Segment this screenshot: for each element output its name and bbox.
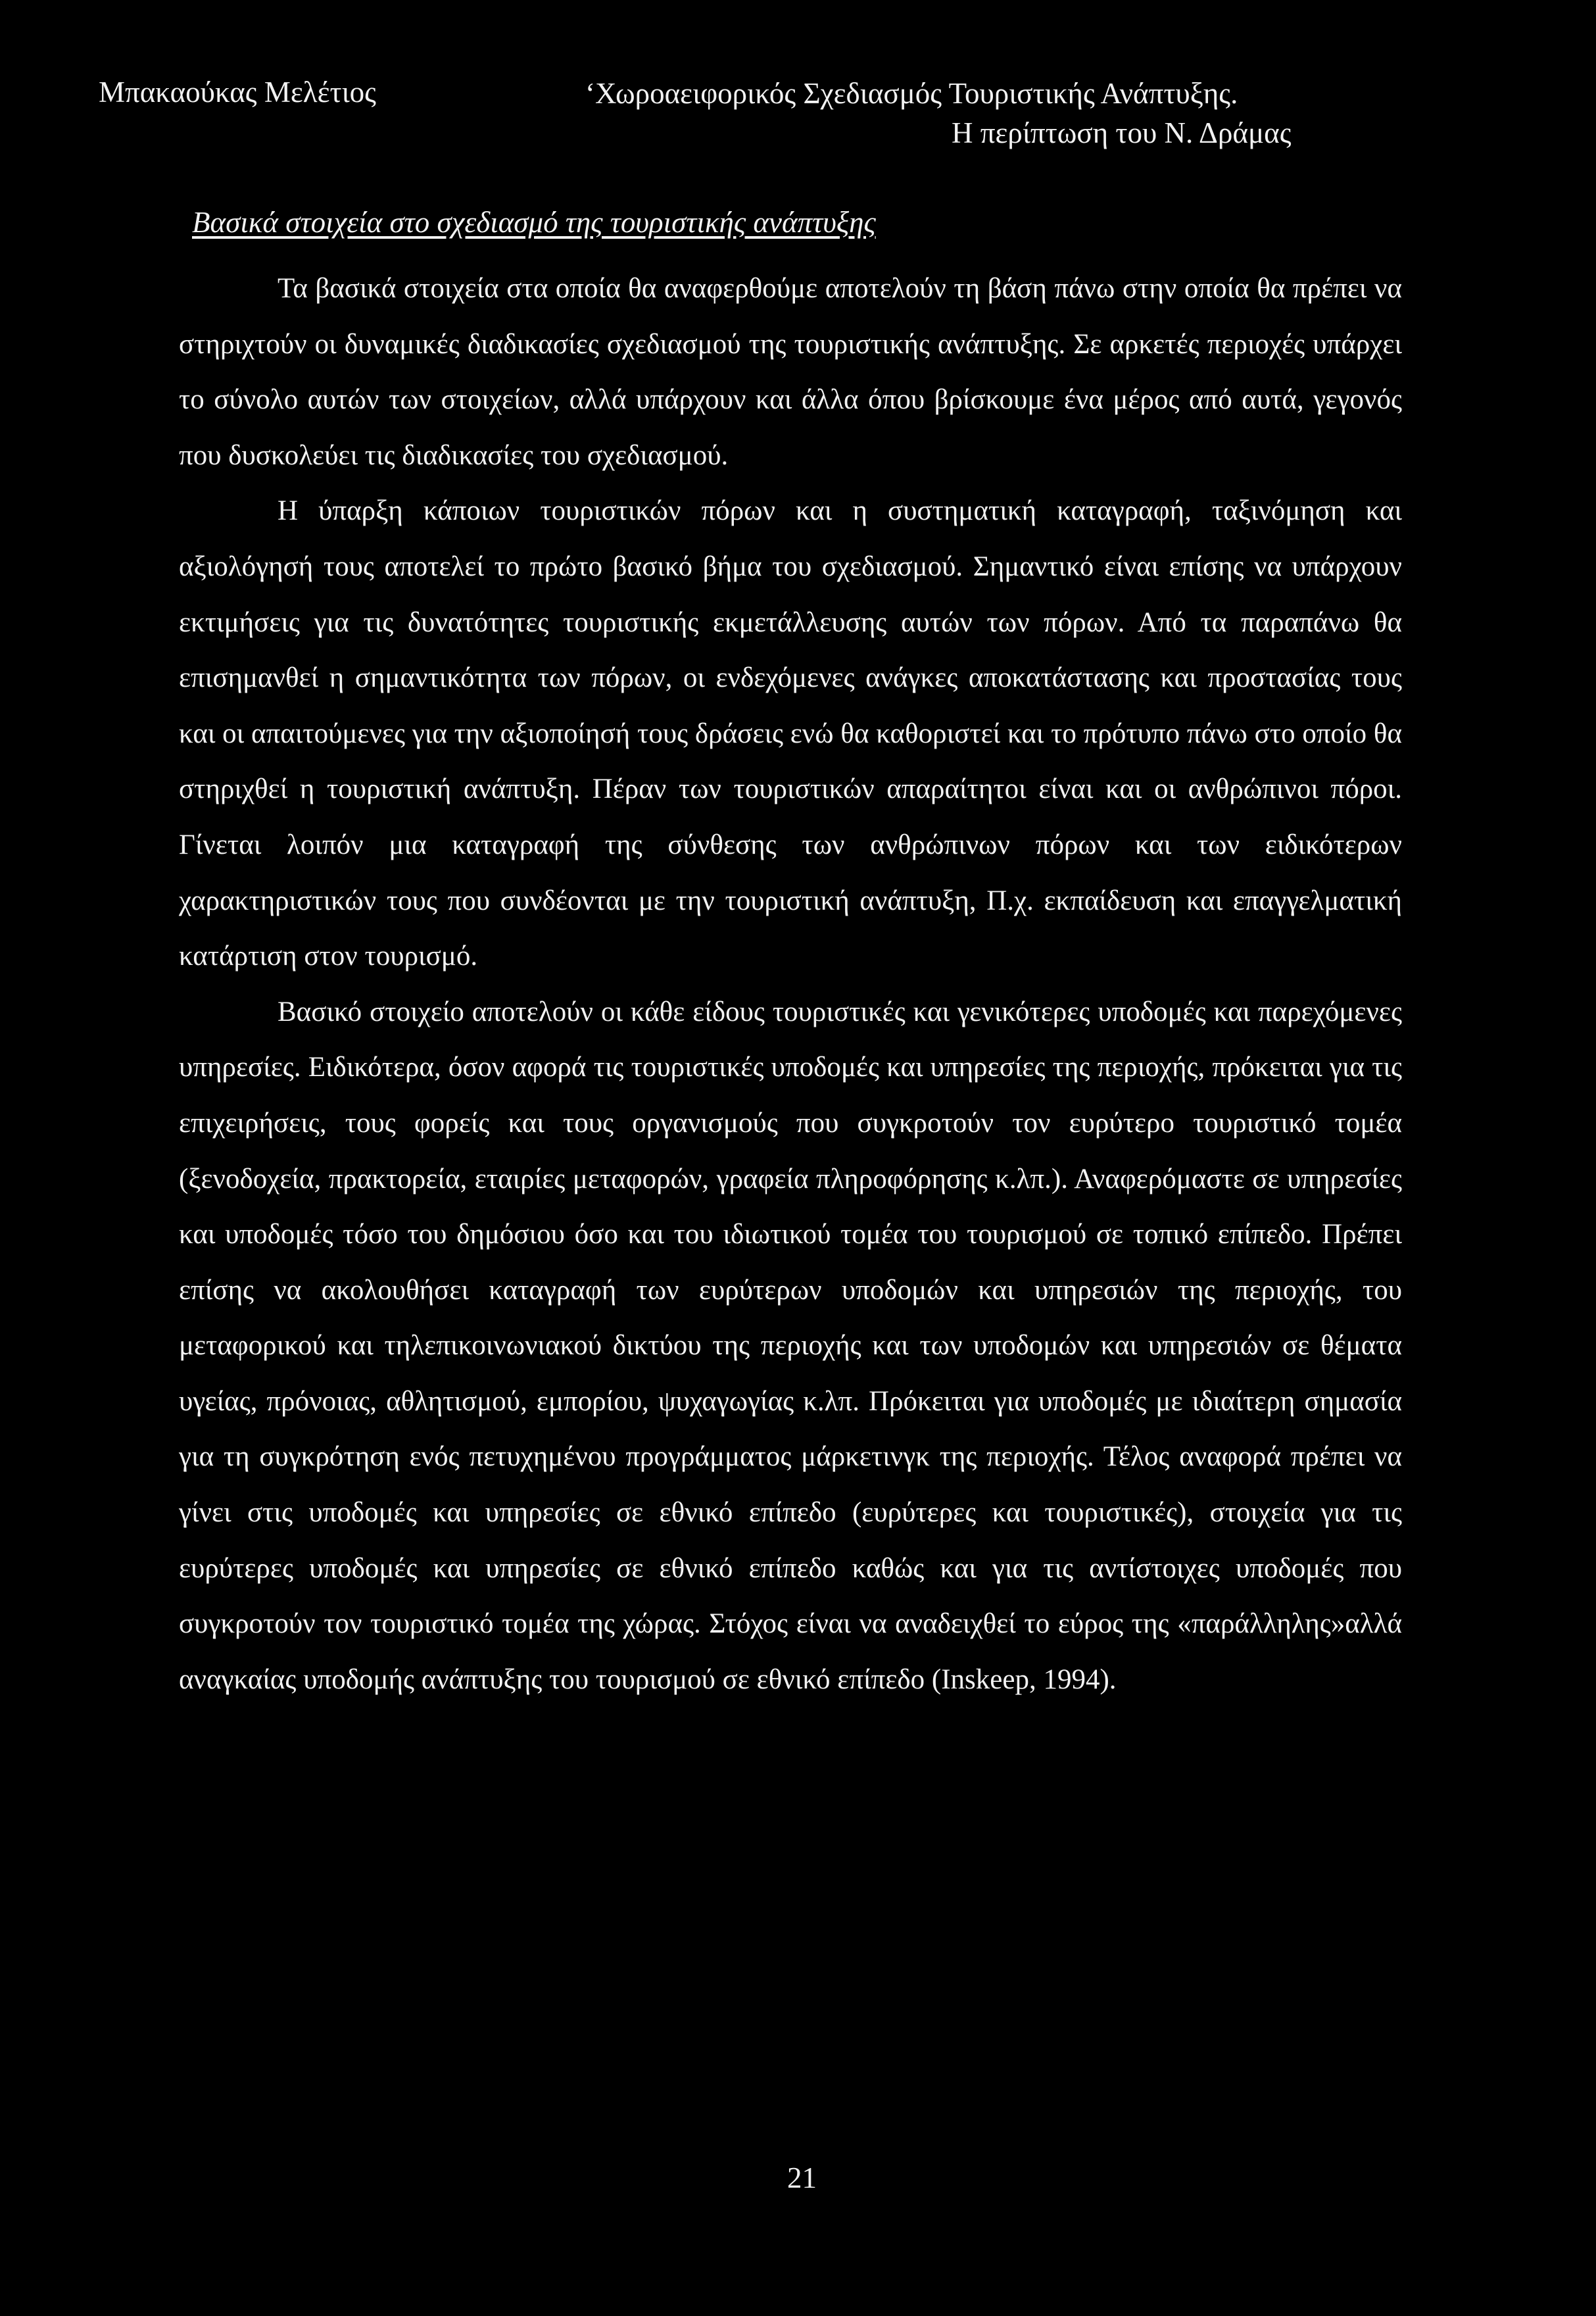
paragraph-3: Βασικό στοιχείο αποτελούν οι κάθε είδους τουριστικές και γενικότερες υποδομές και παρεχόμενες υπηρεσίες. Ειδικότερα, όσον αφορά τις τουριστικές υποδομές και υπηρεσίες της περιοχής, πρόκειται για τις επιχειρήσεις, τους φορείς και τους οργανισμούς που συγκροτούν τον ευρύτερο τουριστικό τομέα (ξενοδοχεία, πρακτορεία, εταιρίες μεταφορών, γραφεία πληροφόρησης κ.λπ.). Αναφερόμαστε σε υπηρεσίες και υποδομές τόσο του δημόσιου όσο και του ιδιωτικού τομέα του τουρισμού σε τοπικό επίπεδο. Πρέπει επίσης να ακολουθήσει καταγραφή των ευρύτερων υποδομών και υπηρεσιών της περιοχής, του μεταφορικού και τηλεπικοινωνιακού δικτύου της περιοχής και των υποδομών και υπηρεσιών σε θέματα υγείας, πρόνοιας, αθλητισμού, εμπορίου, ψυχαγωγίας κ.λπ. Πρόκειται για υποδομές με ιδιαίτερη σημασία για τη συγκρότηση ενός πετυχημένου προγράμματος μάρκετινγκ της περιοχής. Τέλος αναφορά πρέπει να γίνει στις υποδομές και υπηρεσίες σε εθνικό επίπεδο (ευρύτερες και τουριστικές), στοιχεία για τις ευρύτερες υποδομές και υπηρεσίες σε εθνικό επίπεδο καθώς και για τις αντίστοιχες υποδομές που συγκροτούν τον τουριστικό τομέα της χώρας. Στόχος είναι να αναδειχθεί το εύρος της «παράλληλης»αλλά αναγκαίας υποδομής ανάπτυξης του τουρισμού σε εθνικό επίπεδο (Inskeep, 1994).: [179, 996, 1402, 1695]
page-number: 21: [787, 2161, 817, 2194]
paragraph-1: Τα βασικά στοιχεία στα οποία θα αναφερθούμε αποτελούν τη βάση πάνω στην οποία θα πρέπει να στηριχτούν οι δυναμικές διαδικασίες σχεδιασμού της τουριστικής ανάπτυξης. Σε αρκετές περιοχές υπάρχει το σύνολο αυτών των στοιχείων, αλλά υπάρχουν και άλλα όπου βρίσκουμε ένα μέρος από αυτά, γεγονός που δυσκολεύει τις διαδικασίες του σχεδιασμού.: [179, 273, 1402, 471]
header-title-line1: ‘Χωροαειφορικός Σχεδιασμός Τουριστικής Ανάπτυξης.: [585, 77, 1238, 110]
body-text: [179, 261, 1402, 1708]
section-heading: Βασικά στοιχεία στο σχεδιασμό της τουριστικής ανάπτυξης: [192, 206, 876, 239]
header-title: [585, 74, 1292, 153]
header-author: Μπακαούκας Μελέτιος: [99, 76, 377, 109]
paragraph-2: Η ύπαρξη κάποιων τουριστικών πόρων και η συστηματική καταγραφή, ταξινόμηση και αξιολόγησή τους αποτελεί το πρώτο βασικό βήμα του σχεδιασμού. Σημαντικό είναι επίσης να υπάρχουν εκτιμήσεις για τις δυνατότητες τουριστικής εκμετάλλευσης αυτών των πόρων. Από τα παραπάνω θα επισημανθεί η σημαντικότητα των πόρων, οι ενδεχόμενες ανάγκες αποκατάστασης και προστασίας τους και οι απαιτούμενες για την αξιοποίησή τους δράσεις ενώ θα καθοριστεί και το πρότυπο πάνω στο οποίο θα στηριχθεί η τουριστική ανάπτυξη. Πέραν των τουριστικών απαραίτητοι είναι και οι ανθρώπινοι πόροι. Γίνεται λοιπόν μια καταγραφή της σύνθεσης των ανθρώπινων πόρων και των ειδικότερων χαρακτηριστικών τους που συνδέονται με την τουριστική ανάπτυξη, Π.χ. εκπαίδευση και επαγγελματική κατάρτιση στον τουρισμό.: [179, 495, 1402, 972]
header-title-line2: Η περίπτωση του Ν. Δράμας: [952, 116, 1292, 149]
